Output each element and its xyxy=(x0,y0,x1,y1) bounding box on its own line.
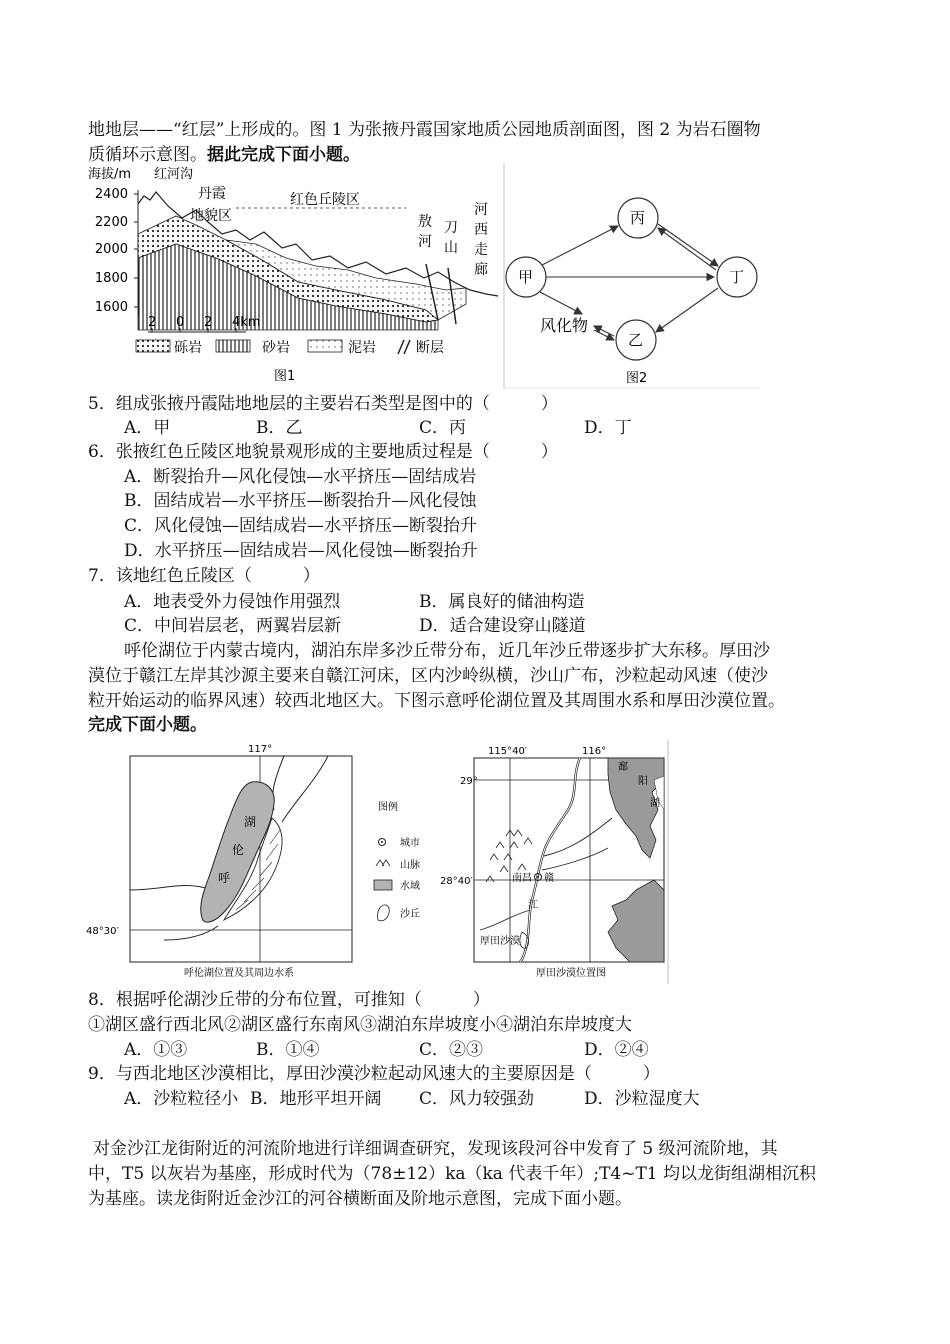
passage3-line-3: 为基座。读龙街附近金沙江的河谷横断面及阶地示意图，完成下面小题。 xyxy=(88,1189,632,1209)
legend-water: 水域 xyxy=(400,881,420,892)
intro-line-2a: 质循环示意图。 xyxy=(88,145,207,165)
place-daoshan-2: 山 xyxy=(444,240,458,256)
scale-2b: 2 xyxy=(204,315,213,330)
map-legend-title: 图例 xyxy=(378,802,398,813)
q6-option-b[interactable]: B．固结成岩—水平挤压—断裂抬升—风化侵蚀 xyxy=(124,491,477,511)
q5-option-a[interactable]: A．甲 xyxy=(124,418,171,438)
q7-option-a[interactable]: A．地表受外力侵蚀作用强烈 xyxy=(124,592,341,612)
geologic-profile-figure xyxy=(86,164,498,390)
place-daoshan-1: 刀 xyxy=(444,220,458,236)
q8-option-a[interactable]: A．①③ xyxy=(124,1040,188,1060)
q6-stem: 6．张掖红色丘陵区地貌景观形成的主要地质过程是（ ） xyxy=(88,442,558,462)
q5-option-c[interactable]: C．丙 xyxy=(419,418,467,438)
map-right-lon2: 116° xyxy=(582,746,607,757)
legend-dune-icon xyxy=(378,905,390,921)
map-left-caption: 呼伦湖位置及其周边水系 xyxy=(184,968,294,979)
passage2-line-3: 粒开始运动的临界风速）较西北地区大。下图示意呼伦湖位置及其周围水系和厚田沙漠位置。 xyxy=(88,691,785,711)
q9-option-c[interactable]: C．风力较强劲 xyxy=(419,1089,535,1109)
desert-label: 厚田沙漠 xyxy=(480,936,520,947)
place-hexi-1: 河 xyxy=(474,202,488,218)
scale-2a: 2 xyxy=(148,315,157,330)
tick-1600: 1600 xyxy=(94,300,128,315)
fig1-caption: 图1 xyxy=(274,369,296,384)
map-right-lat1: 29° xyxy=(460,776,478,787)
q6-option-a[interactable]: A．断裂抬升—风化侵蚀—水平挤压—固结成岩 xyxy=(124,467,477,487)
map-right-lon1: 115°40′ xyxy=(488,746,528,757)
scale-4km: 4km xyxy=(232,315,261,330)
q7-option-c[interactable]: C．中间岩层老，两翼岩层新 xyxy=(124,616,342,636)
q8-option-c[interactable]: C．②③ xyxy=(419,1040,484,1060)
q9-option-b[interactable]: B．地形平坦开阔 xyxy=(250,1089,382,1109)
q6-option-c[interactable]: C．风化侵蚀—固结成岩—水平挤压—断裂抬升 xyxy=(124,516,478,536)
legend-fault: 断层 xyxy=(416,340,444,356)
map-left-lat: 48°30′ xyxy=(86,926,119,937)
place-aohe-1: 敖 xyxy=(418,214,432,230)
place-hexi-4: 廊 xyxy=(474,262,488,278)
rock-cycle-figure xyxy=(502,164,760,390)
lake-char-hu2: 呼 xyxy=(218,871,231,885)
poyang-char-3: 湖 xyxy=(650,798,660,809)
hulun-lake-map xyxy=(86,740,454,986)
profile-ylabel: 海拔/m xyxy=(88,167,132,182)
tick-2000: 2000 xyxy=(94,242,128,257)
q8-option-d[interactable]: D．②④ xyxy=(584,1040,649,1060)
node-ding-label: 丁 xyxy=(729,268,745,286)
legend-dune: 沙丘 xyxy=(400,909,420,920)
node-jia-label: 甲 xyxy=(518,268,534,286)
q9-stem: 9．与西北地区沙漠相比，厚田沙漠沙粒起动风速大的主要原因是（ ） xyxy=(88,1064,660,1084)
intro-line-2b: 据此完成下面小题。 xyxy=(207,145,360,165)
fig2-caption: 图2 xyxy=(626,371,648,386)
legend-fault-symbol xyxy=(398,340,410,354)
passage2-line-1: 呼伦湖位于内蒙古境内，湖泊东岸多沙丘带分布，近几年沙丘带逐步扩大东移。厚田沙 xyxy=(124,641,770,661)
legend-mudstone-swatch xyxy=(308,340,342,352)
map-left-lon: 117° xyxy=(248,744,273,755)
region-danxia-2: 地貌区 xyxy=(190,208,232,224)
map-right-lat2: 28°40′ xyxy=(440,876,473,887)
river-char-jiang: 江 xyxy=(528,900,538,911)
passage2-line-4: 完成下面小题。 xyxy=(88,715,207,735)
node-yi-label: 乙 xyxy=(628,331,644,349)
passage3-line-2: 中，T5 以灰岩为基座，形成时代为（78±12）ka（ka 代表千年）;T4~T1 均以龙街组湖相沉积 xyxy=(88,1164,817,1184)
place-hexi-2: 西 xyxy=(474,222,488,238)
poyang-char-1: 鄱 xyxy=(618,762,628,773)
place-hexi-3: 走 xyxy=(474,242,488,258)
legend-water-icon xyxy=(374,880,392,890)
legend-mountain: 山脉 xyxy=(400,860,420,871)
q7-option-d[interactable]: D．适合建设穿山隧道 xyxy=(419,616,586,636)
weathering-label: 风化物 xyxy=(540,316,589,335)
poyang-char-2: 阳 xyxy=(638,776,648,787)
lake-char-lun: 伦 xyxy=(232,843,245,857)
legend-conglomerate-swatch xyxy=(136,340,170,352)
q6-option-d[interactable]: D．水平挤压—固结成岩—风化侵蚀—断裂抬升 xyxy=(124,541,478,561)
q9-option-d[interactable]: D．沙粒湿度大 xyxy=(584,1089,700,1109)
place-aohe-2: 河 xyxy=(418,234,432,250)
legend-sandstone: 砂岩 xyxy=(262,340,290,356)
q8-stem: 8．根据呼伦湖沙丘带的分布位置，可推知（ ） xyxy=(88,990,490,1010)
legend-mudstone: 泥岩 xyxy=(348,340,376,356)
region-danxia-1: 丹霞 xyxy=(198,186,226,202)
q8-option-b[interactable]: B．①④ xyxy=(256,1040,320,1060)
legend-mountain-icon xyxy=(376,860,390,866)
q5-stem: 5．组成张掖丹霞陆地地层的主要岩石类型是图中的（ ） xyxy=(88,394,558,414)
tick-1800: 1800 xyxy=(94,271,128,286)
q7-stem: 7．该地红色丘陵区（ ） xyxy=(88,566,320,586)
tick-2200: 2200 xyxy=(94,215,128,230)
passage3-line-1: 对金沙江龙街附近的河流阶地进行详细调查研究，发现该段河谷中发育了 5 级河流阶地，其 xyxy=(93,1139,778,1159)
q5-option-d[interactable]: D．丁 xyxy=(584,418,632,438)
legend-city: 城市 xyxy=(400,838,420,849)
houtian-desert-map xyxy=(440,740,672,986)
passage2-line-2: 漠位于赣江左岸其沙源主要来自赣江河床，区内沙岭纵横，沙山广布，沙粒起动风速（使沙 xyxy=(88,666,768,686)
river-char-gan: 赣 xyxy=(544,873,554,884)
map-right-caption: 厚田沙漠位置图 xyxy=(536,968,606,979)
region-red-hills: 红色丘陵区 xyxy=(290,192,360,208)
place-honghegou: 红河沟 xyxy=(154,167,194,182)
legend-conglomerate: 砾岩 xyxy=(174,340,202,356)
q8-statements: ①湖区盛行西北风②湖区盛行东南风③湖泊东岸坡度小④湖泊东岸坡度大 xyxy=(88,1015,632,1035)
q9-option-a[interactable]: A．沙粒粒径小 xyxy=(124,1089,239,1109)
legend-sandstone-swatch xyxy=(216,340,250,352)
node-bing-label: 丙 xyxy=(630,209,646,227)
q7-option-b[interactable]: B．属良好的储油构造 xyxy=(419,592,585,612)
city-nanchang: 南昌 xyxy=(512,873,532,884)
lake-char-hu: 湖 xyxy=(244,815,257,829)
scale-0: 0 xyxy=(176,315,185,330)
intro-line-1: 地地层——“红层”上形成的。图 1 为张掖丹霞国家地质公园地质剖面图，图 2 为岩石圈物 xyxy=(88,120,761,140)
q5-option-b[interactable]: B．乙 xyxy=(256,418,303,438)
tick-2400: 2400 xyxy=(94,187,128,202)
